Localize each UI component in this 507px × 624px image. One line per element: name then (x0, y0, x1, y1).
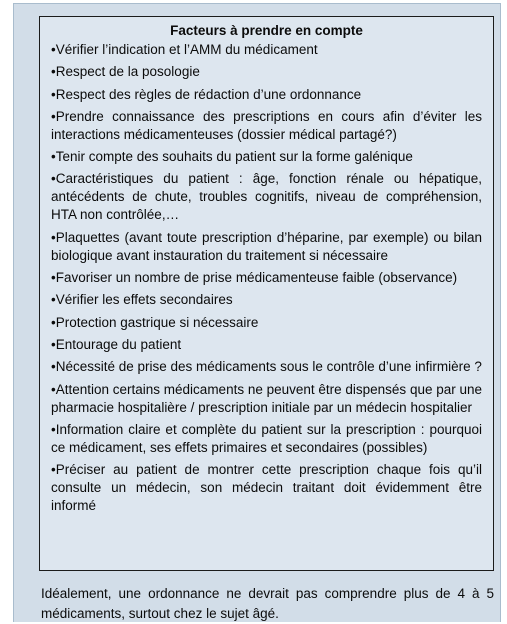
list-item-text: Plaquettes (avant toute prescription d’héparine, par exemple) ou bilan biologique avant instauration du traitement si nécessaire (51, 229, 482, 263)
bullet-icon: • (51, 108, 56, 124)
list-item-text: Respect des règles de rédaction d’une ordonnance (55, 86, 362, 102)
list-item (51, 314, 482, 332)
list-item-text: Préciser au patient de montrer cette prescription chaque fois qu’il consulte un médecin, son médecin traitant doit évidemment être informé (51, 462, 482, 514)
list-item (51, 41, 482, 59)
bullet-icon: • (51, 64, 56, 80)
list-item (51, 148, 482, 166)
footer-note: Idéalement, une ordonnance ne devrait pas comprendre plus de 4 à 5 médicaments, surtout chez le sujet âgé. (41, 586, 494, 621)
list-item-text: Information claire et complète du patient sur la prescription : pourquoi ce médicament, ses effets primaires et secondaires (possibles) (51, 421, 482, 455)
list-item-text: Tenir compte des souhaits du patient sur la forme galénique (55, 149, 413, 165)
list-item (51, 108, 482, 144)
bullet-icon: • (51, 336, 56, 352)
list-item-text: Attention certains médicaments ne peuvent être dispensés que par une pharmacie hospitalière / prescription initiale par un médecin hospitalier (51, 381, 482, 415)
list-item (51, 229, 482, 265)
list-item (51, 336, 482, 354)
list-item (51, 421, 482, 457)
list-item (51, 291, 482, 309)
bullet-icon: • (51, 270, 56, 286)
panel-title: Facteurs à prendre en compte (170, 23, 363, 38)
bullet-icon: • (51, 462, 56, 478)
list-item (51, 381, 482, 417)
bullet-icon: • (51, 292, 56, 308)
factors-list (51, 41, 482, 515)
bullet-icon: • (51, 86, 56, 102)
list-item-text: Entourage du patient (55, 336, 182, 352)
list-item (51, 86, 482, 104)
list-item-text: Favoriser un nombre de prise médicamenteuse faible (observance) (55, 270, 458, 286)
bullet-icon: • (51, 171, 56, 187)
bullet-icon: • (51, 149, 56, 165)
bullet-icon: • (51, 421, 56, 437)
list-item-text: Caractéristiques du patient : âge, fonction rénale ou hépatique, antécédents de chute, troubles cognitifs, niveau de compréhension, HTA non contrôlée,… (51, 171, 482, 223)
factors-panel (39, 16, 494, 571)
bullet-icon: • (51, 314, 56, 330)
list-item-text: Vérifier les effets secondaires (55, 292, 233, 308)
list-item (51, 461, 482, 515)
bullet-icon: • (51, 381, 56, 397)
list-item (51, 63, 482, 81)
list-item-text: Prendre connaissance des prescriptions en cours afin d’éviter les interactions médicamenteuses (dossier médical partagé?) (51, 108, 482, 142)
list-item-text: Respect de la posologie (55, 64, 200, 80)
bullet-icon: • (51, 42, 56, 57)
list-item-text: Protection gastrique si nécessaire (55, 314, 259, 330)
list-item (51, 170, 482, 224)
bullet-icon: • (51, 359, 56, 375)
list-item (51, 269, 482, 287)
summary-box (13, 3, 501, 622)
list-item-text: Vérifier l’indication et l’AMM du médicament (55, 42, 318, 57)
bullet-icon: • (51, 229, 56, 245)
list-item-text: Nécessité de prise des médicaments sous le contrôle d’une infirmière ? (55, 359, 482, 375)
list-item (51, 358, 482, 376)
